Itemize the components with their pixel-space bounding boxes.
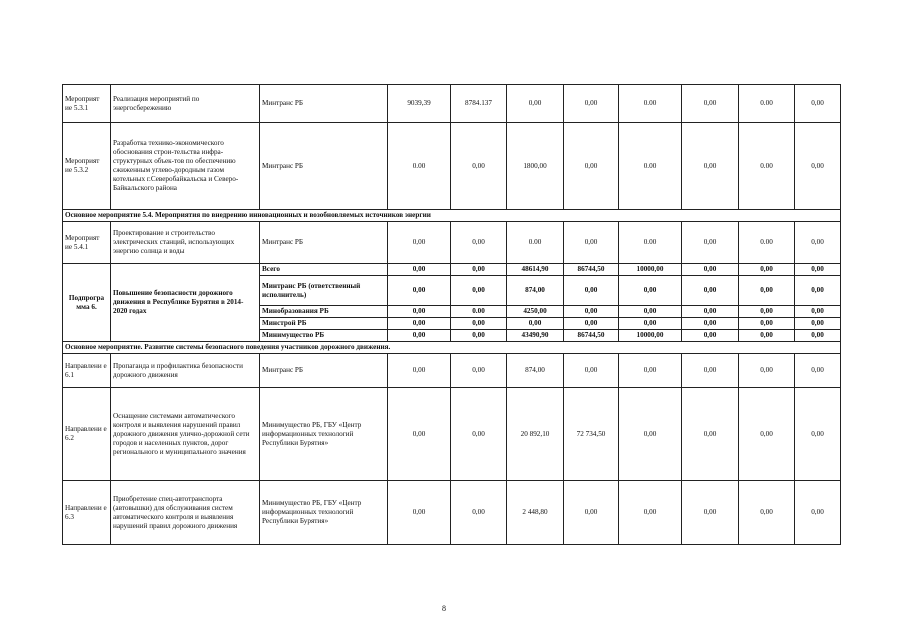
value-cell: 4250,00 — [507, 306, 564, 318]
value-cell: 0,00 — [619, 481, 682, 545]
value-cell: 0,00 — [619, 354, 682, 388]
row-description: Оснащение системами автоматического контроля и выявления нарушений правил дорожного движения улично-дорожной сети городов и населенных пунктов, дорог регионального и муниципального значения — [111, 388, 260, 481]
row-executor: Минтранс РБ — [260, 85, 388, 123]
value-cell: 0,00 — [795, 123, 841, 210]
value-cell: 0,00 — [739, 264, 795, 276]
section-header-row — [63, 342, 841, 354]
value-cell: 0.00 — [739, 85, 795, 123]
value-cell: 0.00 — [739, 123, 795, 210]
row-description: Разработка технико-экономического обоснования стрoи-тельства инфра-структурных объек-тов по обеспечению сжиженным углево-дородным газом котельных г.Северобайкальска и Северо-Байкальского района — [111, 123, 260, 210]
value-cell: 0,00 — [739, 318, 795, 330]
value-cell: 1800,00 — [507, 123, 564, 210]
value-cell: 0,00 — [682, 306, 739, 318]
section-header-row — [63, 210, 841, 222]
value-cell: 0,00 — [451, 330, 507, 342]
value-cell: 0.00 — [739, 222, 795, 264]
table-row — [63, 481, 841, 545]
value-cell: 0,00 — [451, 481, 507, 545]
value-cell: 0,00 — [619, 306, 682, 318]
row-code: Мероприят ие 5.4.1 — [63, 222, 111, 264]
row-description: Приобретение спец-автотранспорта (автовышки) для обслуживания систем автоматического контроля и выявления нарушений правил дорожного движения — [111, 481, 260, 545]
value-cell: 0,00 — [388, 481, 451, 545]
value-cell: 48614,90 — [507, 264, 564, 276]
value-cell: 0,00 — [795, 330, 841, 342]
value-cell: 0,00 — [388, 222, 451, 264]
value-cell: 0,00 — [451, 264, 507, 276]
value-cell: 72 734,50 — [564, 388, 619, 481]
row-executor: Минстрой РБ — [260, 318, 388, 330]
value-cell: 0,00 — [564, 222, 619, 264]
value-cell: 86744,50 — [564, 330, 619, 342]
row-executor: Минобразования РБ — [260, 306, 388, 318]
value-cell: 0,00 — [739, 306, 795, 318]
value-cell: 0,00 — [388, 330, 451, 342]
value-cell: 0,00 — [564, 354, 619, 388]
value-cell: 10000,00 — [619, 330, 682, 342]
page-number: 8 — [442, 604, 446, 613]
table-row — [63, 354, 841, 388]
row-executor: Минтранс РБ — [260, 354, 388, 388]
value-cell: 0.00 — [388, 123, 451, 210]
value-cell: 0,00 — [564, 318, 619, 330]
value-cell: 0,00 — [739, 354, 795, 388]
value-cell: 0,00 — [795, 306, 841, 318]
value-cell: 874,00 — [507, 354, 564, 388]
table-row — [63, 85, 841, 123]
value-cell: 0,00 — [388, 306, 451, 318]
value-cell: 8784.137 — [451, 85, 507, 123]
value-cell: 0,00 — [682, 276, 739, 306]
row-executor: Минимущество РБ, ГБУ «Центр информационных технологий Республики Бурятия» — [260, 388, 388, 481]
row-code: Мероприят ие 5.3.1 — [63, 85, 111, 123]
value-cell: 0,00 — [564, 123, 619, 210]
value-cell: 0,00 — [682, 481, 739, 545]
value-cell: 0,00 — [388, 388, 451, 481]
table-row — [63, 123, 841, 210]
value-cell: 0,00 — [564, 276, 619, 306]
value-cell: 0,00 — [619, 276, 682, 306]
value-cell: 0,00 — [451, 354, 507, 388]
value-cell: 0,00 — [507, 318, 564, 330]
value-cell: 0,00 — [795, 318, 841, 330]
value-cell: 0,00 — [795, 481, 841, 545]
row-executor: Минтранс РБ — [260, 222, 388, 264]
subprogram-title: Повышение безопасности дорожного движения в Республике Бурятия в 2014-2020 годах — [111, 264, 260, 342]
value-cell: 0,00 — [795, 388, 841, 481]
value-cell: 0,00 — [564, 85, 619, 123]
value-cell: 0,00 — [795, 354, 841, 388]
row-description: Проектирование и строительство электрических станций, использующих энергию солнца и воды — [111, 222, 260, 264]
value-cell: 0,00 — [388, 318, 451, 330]
value-cell: 0,00 — [451, 318, 507, 330]
value-cell: 10000,00 — [619, 264, 682, 276]
value-cell: 0,00 — [795, 276, 841, 306]
value-cell: 0,00 — [619, 318, 682, 330]
value-cell: 0,00 — [682, 264, 739, 276]
value-cell: 0,00 — [795, 85, 841, 123]
value-cell: 0.00 — [619, 222, 682, 264]
value-cell: 0,00 — [619, 388, 682, 481]
value-cell: 0,00 — [739, 481, 795, 545]
table-row — [63, 264, 841, 276]
value-cell: 0,00 — [451, 222, 507, 264]
value-cell: 0,00 — [739, 388, 795, 481]
row-description: Пропаганда и профилактика безопасности дорожного движения — [111, 354, 260, 388]
value-cell: 0,00 — [451, 276, 507, 306]
value-cell: 86744,50 — [564, 264, 619, 276]
value-cell: 0,00 — [451, 388, 507, 481]
budget-table — [62, 84, 841, 545]
value-cell: 874,00 — [507, 276, 564, 306]
row-executor: Минимущество РБ, ГБУ «Центр информационных технологий Республики Бурятия» — [260, 481, 388, 545]
value-cell: 0,00 — [451, 123, 507, 210]
value-cell: 0.00 — [619, 85, 682, 123]
row-executor: Всего — [260, 264, 388, 276]
row-code: Направлени е 6.3 — [63, 481, 111, 545]
value-cell: 2 448,80 — [507, 481, 564, 545]
row-description: Реализация мероприятий по энергосбережению — [111, 85, 260, 123]
row-code: Направлени е 6.1 — [63, 354, 111, 388]
row-executor: Минимущество РБ — [260, 330, 388, 342]
value-cell: 0,00 — [507, 85, 564, 123]
value-cell: 0,00 — [739, 276, 795, 306]
section-title: Основное мероприятие 5.4. Мероприятия по внедрению инновационных и возобновляемых источников энергии — [63, 210, 841, 222]
row-code: Мероприят ие 5.3.2 — [63, 123, 111, 210]
value-cell: 0,00 — [388, 354, 451, 388]
value-cell: 0,00 — [682, 318, 739, 330]
value-cell: 0,00 — [739, 330, 795, 342]
section-title: Основное мероприятие. Развитие системы безопасного поведения участников дорожного движения. — [63, 342, 841, 354]
value-cell: 20 892,10 — [507, 388, 564, 481]
value-cell: 0,00 — [682, 222, 739, 264]
value-cell: 0,00 — [682, 123, 739, 210]
value-cell: 0,00 — [682, 330, 739, 342]
row-executor: Минтранс РБ — [260, 123, 388, 210]
value-cell: 0,00 — [564, 306, 619, 318]
value-cell: 0,00 — [682, 354, 739, 388]
table-row — [63, 388, 841, 481]
value-cell: 0,00 — [564, 481, 619, 545]
value-cell: 0,00 — [388, 276, 451, 306]
value-cell: 43490,90 — [507, 330, 564, 342]
value-cell: 0.00 — [451, 306, 507, 318]
value-cell: 0.00 — [619, 123, 682, 210]
value-cell: 9039,39 — [388, 85, 451, 123]
value-cell: 0,00 — [795, 222, 841, 264]
value-cell: 0,00 — [682, 85, 739, 123]
row-code: Направлени е 6.2 — [63, 388, 111, 481]
value-cell: 0,00 — [682, 388, 739, 481]
value-cell: 0.00 — [507, 222, 564, 264]
subprogram-code: Подпрогра мма 6. — [63, 264, 111, 342]
row-executor: Минтранс РБ (ответственный исполнитель) — [260, 276, 388, 306]
value-cell: 0,00 — [388, 264, 451, 276]
value-cell: 0,00 — [795, 264, 841, 276]
table-row — [63, 222, 841, 264]
